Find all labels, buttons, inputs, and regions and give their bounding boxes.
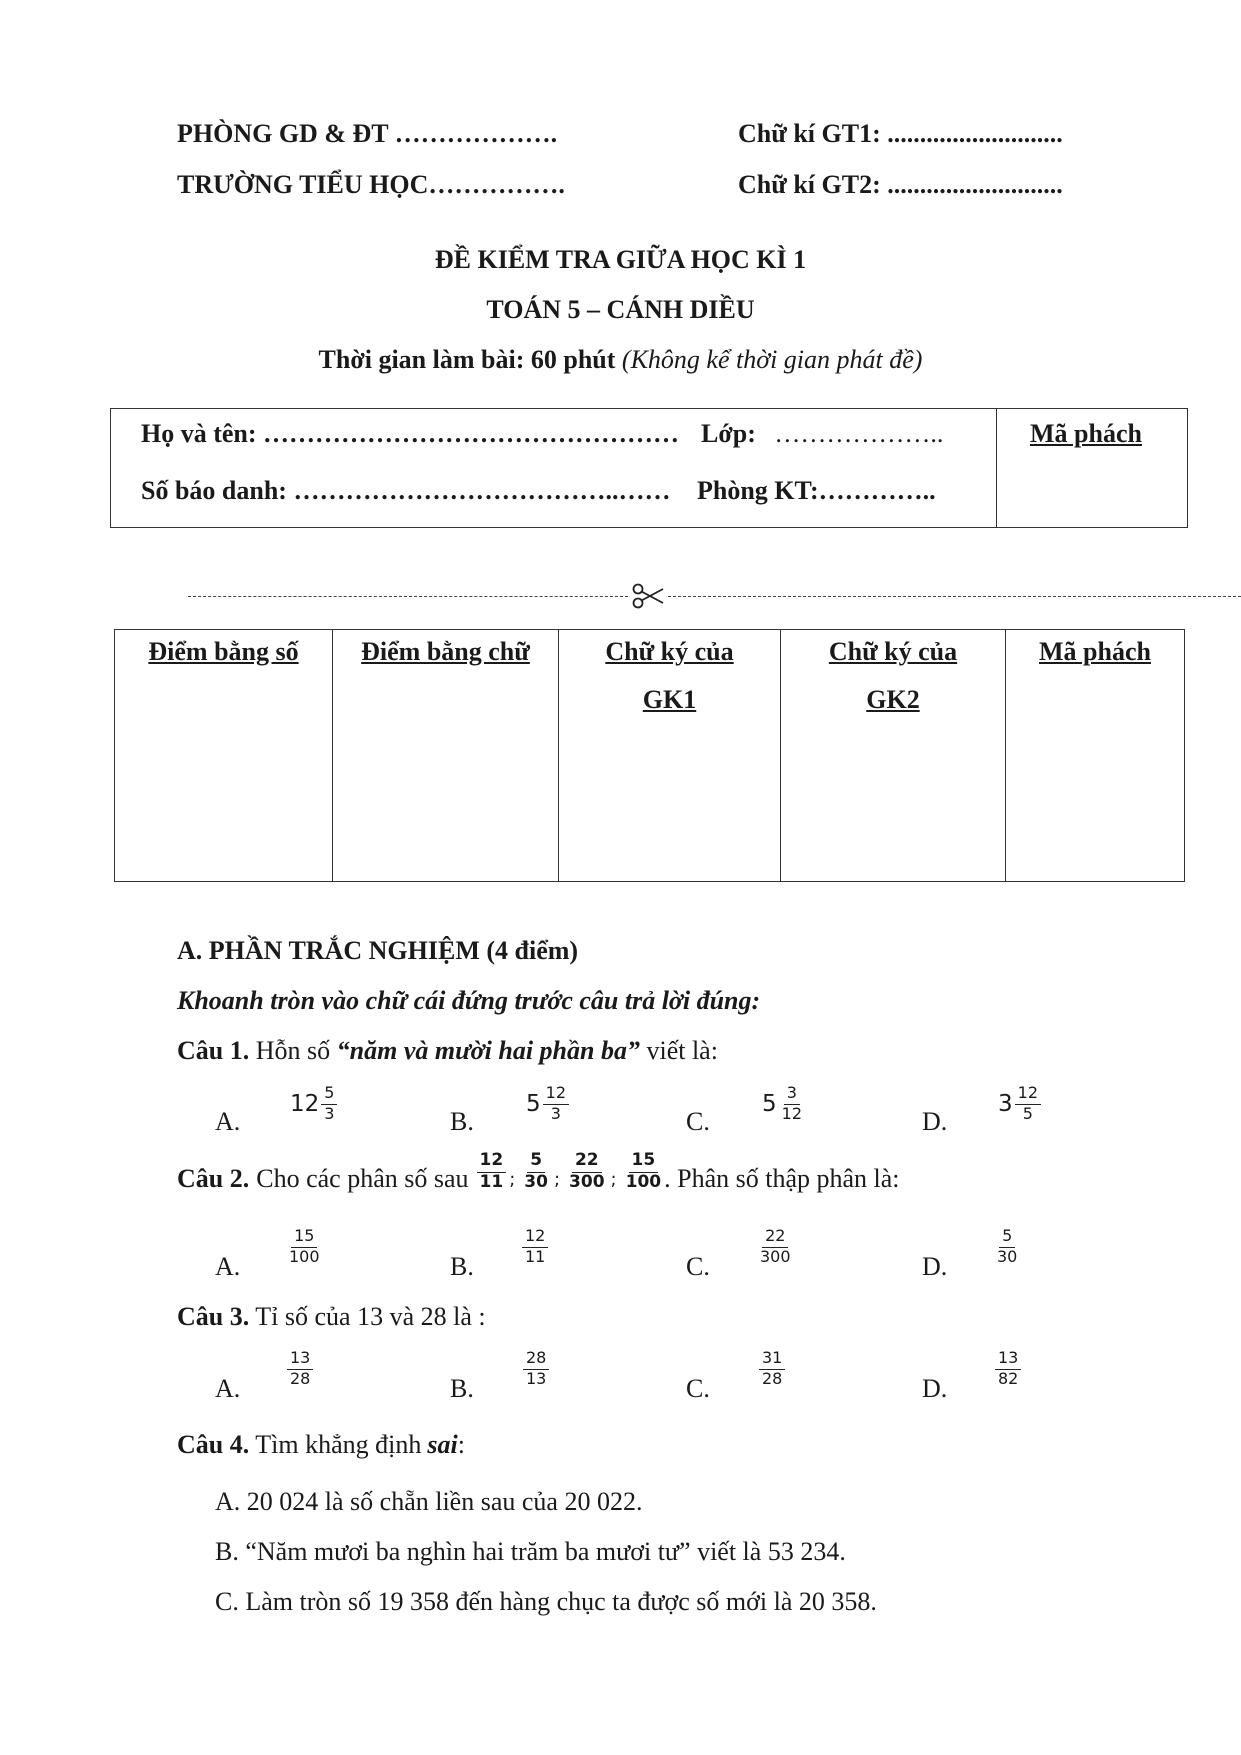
q2-fraction-2 xyxy=(521,1152,551,1192)
q1-option-d-letter[interactable]: D. xyxy=(922,1107,948,1136)
denominator: 30 xyxy=(524,1171,548,1192)
numerator: 5 xyxy=(321,1085,337,1105)
scissors-icon xyxy=(632,582,664,615)
score-words-cell[interactable] xyxy=(333,630,559,882)
numerator: 5 xyxy=(527,1152,545,1173)
q2-option-d-letter[interactable]: D. xyxy=(922,1252,948,1281)
denominator: 300 xyxy=(569,1171,605,1192)
signature-gt1: Chữ kí GT1: ........................... xyxy=(738,119,1063,148)
mixed-fraction xyxy=(543,1085,569,1123)
numerator: 3 xyxy=(784,1085,800,1105)
denominator: 12 xyxy=(781,1103,802,1123)
numerator: 13 xyxy=(995,1350,1021,1370)
denominator: 13 xyxy=(526,1368,547,1388)
q4-text-post: : xyxy=(457,1430,465,1459)
q1-option-a-value xyxy=(290,1085,337,1123)
mixed-fraction xyxy=(1015,1085,1041,1123)
cut-line-left xyxy=(188,596,628,597)
score-table xyxy=(114,629,1185,882)
q2-text-post: . Phân số thập phân là: xyxy=(664,1163,900,1193)
examiner2-header-line2: GK2 xyxy=(866,685,920,714)
code-header: Mã phách xyxy=(1039,637,1151,666)
mixed-whole: 5 xyxy=(762,1090,777,1117)
denominator: 28 xyxy=(762,1368,783,1388)
q3-text: Tỉ số của 13 và 28 là : xyxy=(255,1302,486,1331)
q3-stem xyxy=(177,1302,486,1332)
numerator: 15 xyxy=(291,1228,317,1248)
numerator: 22 xyxy=(762,1228,788,1248)
numerator: 12 xyxy=(543,1085,569,1105)
q1-quote: “năm và mười hai phần ba” xyxy=(336,1036,640,1065)
q3-option-a-fraction xyxy=(287,1350,313,1388)
section-a-title: A. PHẦN TRẮC NGHIỆM (4 điểm) xyxy=(177,936,579,965)
numerator: 12 xyxy=(477,1152,507,1173)
q3-option-b-letter[interactable]: B. xyxy=(450,1374,474,1403)
numerator: 31 xyxy=(759,1350,785,1370)
room-field[interactable]: Phòng KT:………….. xyxy=(697,476,936,505)
denominator: 3 xyxy=(324,1103,335,1123)
section-a-instruction: Khoanh tròn vào chữ cái đứng trước câu trả lời đúng: xyxy=(177,986,761,1015)
q1-text-post: viết là: xyxy=(646,1036,718,1065)
code-cell[interactable] xyxy=(1006,630,1185,882)
q2-option-d-fraction xyxy=(994,1228,1020,1266)
q2-fraction-4 xyxy=(623,1152,665,1192)
class-label: Lớp: xyxy=(701,419,756,448)
mixed-fraction xyxy=(779,1085,805,1123)
score-words-header: Điểm bằng chữ xyxy=(361,637,530,666)
numerator: 22 xyxy=(572,1152,602,1173)
fraction-separator: ; xyxy=(509,1168,516,1190)
q2-option-c-fraction xyxy=(757,1228,794,1266)
denominator: 5 xyxy=(1022,1103,1033,1123)
denominator: 3 xyxy=(550,1103,561,1123)
q2-fraction-3 xyxy=(566,1152,608,1192)
examiner2-cell[interactable] xyxy=(781,630,1006,882)
mixed-whole: 12 xyxy=(290,1090,320,1117)
q3-option-c-fraction xyxy=(759,1350,785,1388)
denominator: 300 xyxy=(760,1246,791,1266)
school-line: TRƯỜNG TIỂU HỌC……………. xyxy=(177,170,565,199)
class-field[interactable] xyxy=(701,419,943,449)
q1-text-pre: Hỗn số xyxy=(255,1036,331,1065)
q1-option-d-value xyxy=(998,1085,1041,1123)
q3-option-d-letter[interactable]: D. xyxy=(922,1374,948,1403)
denominator: 30 xyxy=(997,1246,1018,1266)
q1-option-b-letter[interactable]: B. xyxy=(450,1107,474,1136)
fraction-separator: ; xyxy=(610,1168,617,1190)
time-label: Thời gian làm bài: 60 phút xyxy=(318,345,616,374)
exam-subject: TOÁN 5 – CÁNH DIỀU xyxy=(486,295,755,324)
sbd-label: Số báo danh: xyxy=(141,476,287,505)
q3-option-d-fraction xyxy=(995,1350,1021,1388)
exam-title: ĐỀ KIỂM TRA GIỮA HỌC KÌ 1 xyxy=(434,245,807,274)
examiner1-header-line2: GK1 xyxy=(642,685,697,714)
mixed-whole: 5 xyxy=(526,1090,541,1117)
name-field[interactable]: Họ và tên: ………………………………………… xyxy=(141,419,680,448)
mixed-whole: 3 xyxy=(998,1090,1013,1117)
q4-option-c[interactable]: C. Làm tròn số 19 358 đến hàng chục ta được số mới là 20 358. xyxy=(215,1587,877,1616)
q3-label: Câu 3. xyxy=(177,1302,250,1331)
score-number-header: Điểm bằng số xyxy=(148,637,299,666)
time-note: (Không kể thời gian phát đề) xyxy=(621,345,923,374)
info-box-divider xyxy=(996,408,997,528)
q1-option-b-value xyxy=(526,1085,569,1123)
examiner1-header-line1: Chữ ký của xyxy=(605,637,734,666)
numerator: 5 xyxy=(999,1228,1015,1248)
q1-option-c-letter[interactable]: C. xyxy=(686,1107,710,1136)
score-number-cell[interactable] xyxy=(115,630,333,882)
denominator: 11 xyxy=(525,1246,546,1266)
denominator: 100 xyxy=(625,1171,662,1192)
numerator: 28 xyxy=(523,1350,549,1370)
denominator: 28 xyxy=(290,1368,311,1388)
q1-option-a-letter[interactable]: A. xyxy=(215,1107,241,1136)
numerator: 12 xyxy=(1015,1085,1041,1105)
numerator: 12 xyxy=(522,1228,548,1248)
denominator: 11 xyxy=(479,1171,504,1192)
code-label-top: Mã phách xyxy=(1030,419,1142,448)
q4-text-pre: Tìm khẳng định xyxy=(255,1430,422,1459)
denominator: 82 xyxy=(998,1368,1019,1388)
numerator: 15 xyxy=(629,1152,659,1173)
sbd-dots: ………………………………..…… xyxy=(293,476,671,505)
q2-option-a-fraction xyxy=(286,1228,323,1266)
signature-gt2: Chữ kí GT2: ........................... xyxy=(738,170,1063,199)
q1-label: Câu 1. xyxy=(177,1036,250,1065)
mixed-fraction xyxy=(321,1085,337,1123)
class-dots: ……………….. xyxy=(774,419,944,448)
q2-fraction-1 xyxy=(477,1152,507,1192)
q4-emphasis: sai xyxy=(427,1430,458,1459)
q2-option-a-letter[interactable]: A. xyxy=(215,1252,241,1281)
fraction-separator: ; xyxy=(553,1168,561,1190)
q4-label: Câu 4. xyxy=(177,1430,250,1459)
examiner2-header-line1: Chữ ký của xyxy=(828,637,958,666)
q4-option-a[interactable]: A. 20 024 là số chẵn liền sau của 20 022. xyxy=(215,1487,643,1516)
q4-option-b[interactable]: B. “Năm mươi ba nghìn hai trăm ba mươi tư” viết là 53 234. xyxy=(215,1537,846,1566)
exam-time xyxy=(0,345,1241,375)
q4-stem xyxy=(177,1430,465,1460)
q3-option-b-fraction xyxy=(523,1350,549,1388)
q1-option-c-value xyxy=(762,1085,805,1123)
sbd-field[interactable] xyxy=(141,476,670,506)
cut-line-right xyxy=(668,596,1241,597)
q3-option-c-letter[interactable]: C. xyxy=(686,1374,710,1403)
denominator: 100 xyxy=(289,1246,320,1266)
q3-option-a-letter[interactable]: A. xyxy=(215,1374,241,1403)
department-line: PHÒNG GD & ĐT ………………. xyxy=(177,119,558,148)
q1-stem xyxy=(177,1036,718,1066)
numerator: 13 xyxy=(287,1350,313,1370)
q2-option-b-fraction xyxy=(522,1228,548,1266)
q2-option-c-letter[interactable]: C. xyxy=(686,1252,710,1281)
examiner1-cell[interactable] xyxy=(559,630,781,882)
q2-stem xyxy=(177,1152,900,1194)
q2-text-pre: Cho các phân số sau xyxy=(256,1163,469,1193)
q2-option-b-letter[interactable]: B. xyxy=(450,1252,474,1281)
q2-label: Câu 2. xyxy=(177,1163,250,1193)
